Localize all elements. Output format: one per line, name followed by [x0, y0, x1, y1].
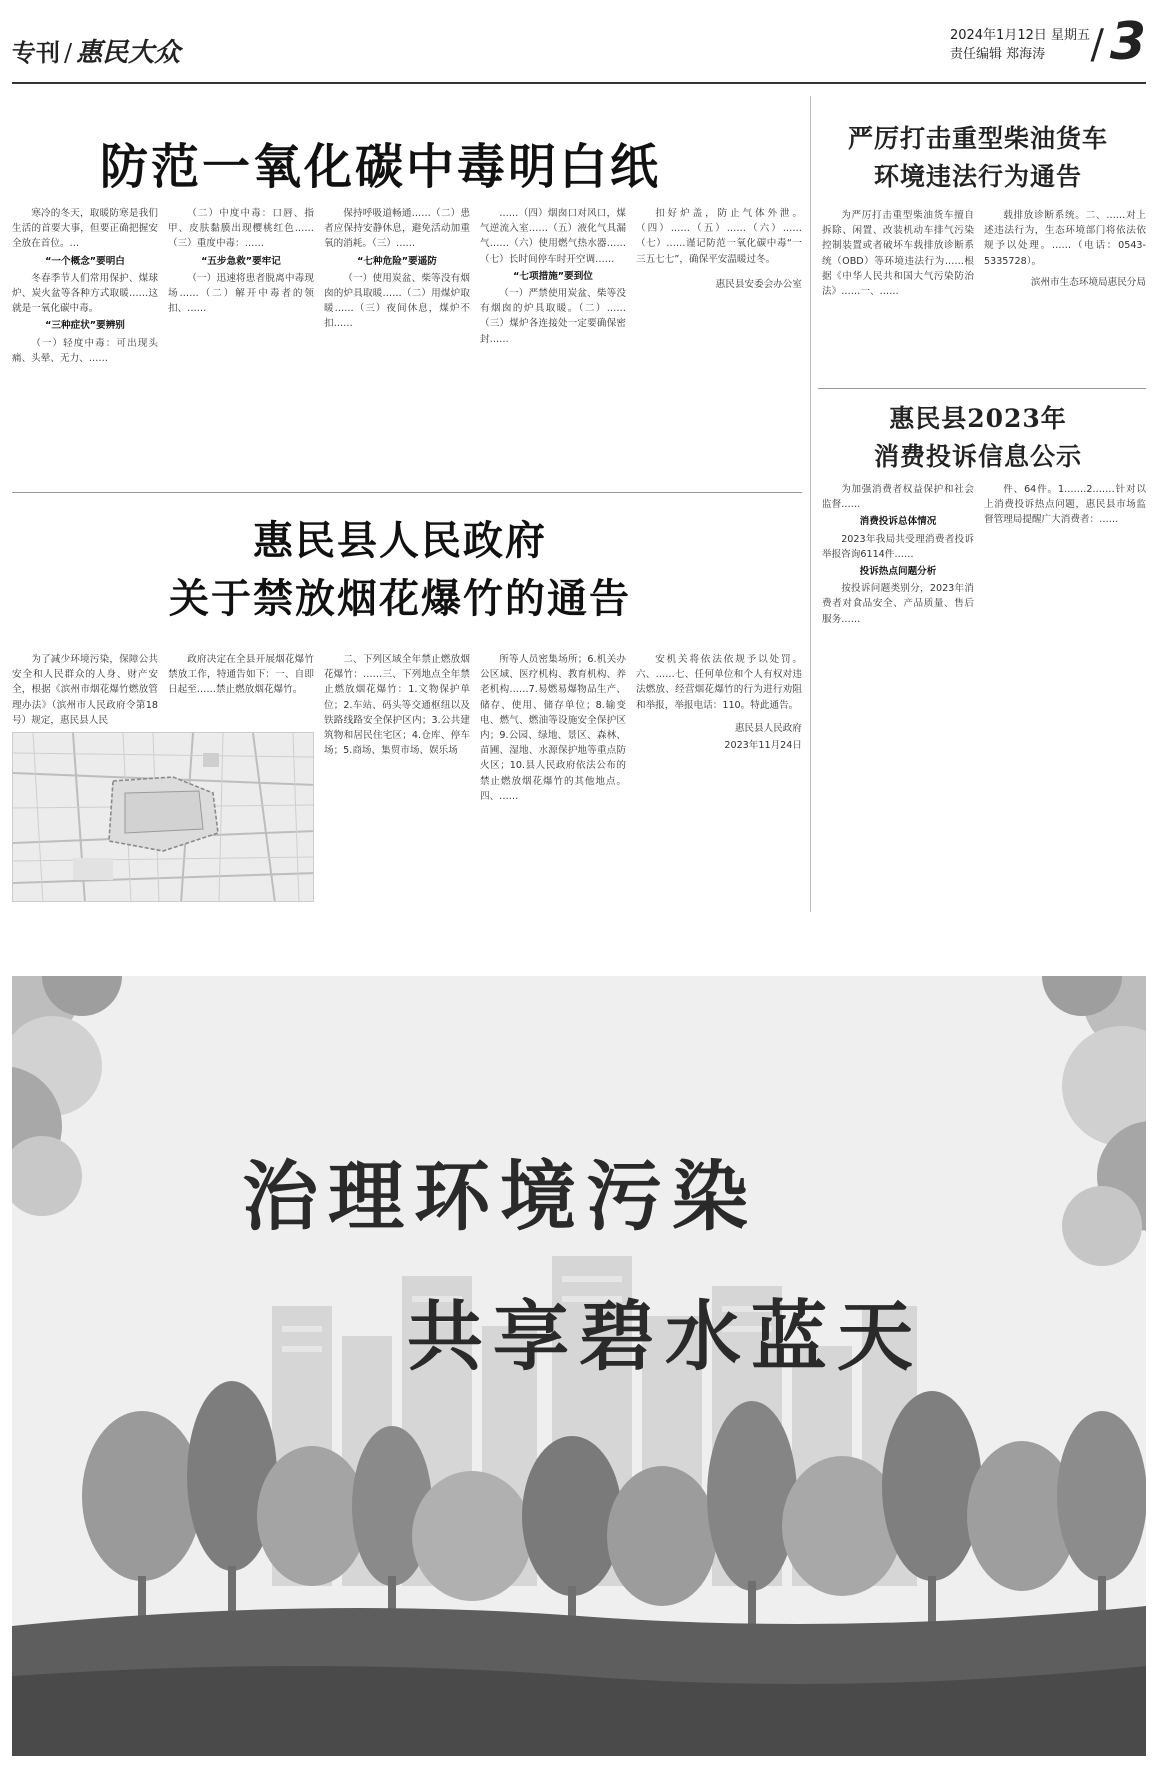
masthead — [12, 12, 1146, 78]
co-col2b-text: （一）迅速将患者脱离中毒现场……（二）解开中毒者的领扣、…… — [168, 272, 314, 315]
co-subhead-concept: “一个概念”要明白 — [45, 255, 125, 267]
co-col3b-text: （一）使用炭盆、柴等没有烟囱的炉具取暖……（二）用煤炉取暖……（三）夜间休息，煤炉不扣…… — [324, 272, 470, 330]
consumer-col1-text: 为加强消费者权益保护和社会监督…… — [822, 484, 974, 511]
newspaper-logo: 惠民大众 — [76, 38, 181, 68]
consumer-headline-line2: 消费投诉信息公示 — [873, 442, 1082, 471]
co-col4b-text: （一）严禁使用炭盆、柴等没有烟囱的炉具取暖。（二）……（三）煤炉各连接处一定要确保密封…… — [480, 288, 626, 345]
fireworks-headline — [120, 512, 680, 628]
masthead-slash: / — [64, 39, 73, 67]
column-divider — [810, 96, 811, 912]
page-number: 3 — [1109, 12, 1146, 72]
consumer-subhead-overview: 消费投诉总体情况 — [859, 516, 937, 528]
masthead-left — [12, 32, 180, 69]
co-signature: 惠民县安委会办公室 — [715, 278, 802, 290]
fireworks-col5-text: 安机关将依法依规予以处罚。六、……七、任何单位和个人有权对违法燃放、经营烟花爆竹的行为进行劝阻和举报，举报电话：110。特此通告。 — [636, 654, 802, 711]
consumer-col1b-text: 2023年我局共受理消费者投诉举报咨询6114件…… — [822, 533, 974, 560]
co-subhead-measures: “七项措施”要到位 — [513, 270, 593, 282]
co-article-col-1 — [12, 206, 158, 484]
fireworks-sign-date: 2023年11月24日 — [724, 740, 802, 752]
diesel-signature: 滨州市生态环境局惠民分局 — [1030, 276, 1146, 288]
fireworks-col1-text: 为了减少环境污染，保障公共安全和人民群众的人身、财产安全，根据《滨州市烟花爆竹燃放管理办法》（滨州市人民政府令第18号）规定，惠民县人民 — [12, 654, 158, 726]
co-col3-text: 保持呼吸道畅通……（二）患者应保持安静休息，避免活动加重氧的消耗。（三）…… — [324, 208, 470, 250]
fireworks-col-2 — [168, 652, 314, 730]
co-col5-text: 扣好炉盖，防止气体外泄。（四）……（五）……（六）……（七）……谨记防范一氧化碳中毒“一三五七七”，确保平安温暖过冬。 — [636, 208, 802, 265]
co-subhead-firstaid: “五步急救”要牢记 — [201, 255, 281, 267]
co-subhead-symptoms: “三种症状”要辨别 — [45, 320, 125, 332]
consumer-headline — [818, 400, 1138, 476]
fireworks-col-5 — [636, 652, 802, 910]
co-article-col-2 — [168, 206, 314, 484]
fireworks-col-4 — [480, 652, 626, 910]
fireworks-col-1 — [12, 652, 158, 730]
section-label: 专刊 — [12, 38, 60, 67]
environment-banner — [12, 976, 1146, 1756]
co-subhead-dangers: “七种危险”要遥防 — [357, 255, 437, 267]
prohibited-area-map — [12, 732, 314, 902]
co-article-col-4 — [480, 206, 626, 484]
fireworks-col2-text: 政府决定在全县开展烟花爆竹禁放工作，特通告如下：一、自即日起至……禁止燃放烟花爆竹。 — [168, 654, 314, 696]
diesel-col1-text: 为严厉打击重型柴油货车擅自拆除、闲置、改装机动车排气污染控制装置或者破坏车载排放诊断系统（OBD）等环境违法行为……根据《中华人民共和国大气污染防治法》……一、…… — [822, 210, 974, 298]
co-col1c-text: （一）轻度中毒：可出现头痛、头晕、无力、…… — [12, 337, 158, 364]
diesel-headline-line1: 严厉打击重型柴油货车 — [847, 124, 1108, 153]
diesel-divider — [818, 388, 1146, 389]
fireworks-signature: 惠民县人民政府 — [734, 722, 802, 734]
consumer-col-1 — [822, 482, 974, 910]
consumer-subhead-hotspots: 投诉热点问题分析 — [859, 566, 937, 578]
fireworks-col4-text: 所等人员密集场所；6.机关办公区域、医疗机构、教育机构、养老机构……7.易燃易爆物品生产、储存、使用、储存单位；8.输变电、燃气、燃油等设施安全保护区内；9.公园、绿地、景区、森林、苗圃、湿地、水源保护地等重点防火区；10.县人民政府依法公布的禁止燃放烟花爆竹的其他地点。四、…… — [480, 654, 626, 802]
ground-highlight — [12, 1666, 1146, 1756]
fireworks-headline-line1: 惠民县人民政府 — [253, 517, 547, 564]
banner-slogan-line2: 共享碧水蓝天 — [407, 1292, 923, 1381]
consumer-col1c-text: 按投诉问题类别分，2023年消费者对食品安全、产品质量、售后服务…… — [822, 583, 974, 625]
consumer-col2-text: 件、64件。1.……2.……针对以上消费投诉热点问题，惠民县市场监督管理局提醒广大消费者：…… — [984, 484, 1146, 526]
co-article-col-5 — [636, 206, 802, 484]
issue-editor: 责任编辑 郑海涛 — [949, 47, 1046, 62]
page-slash: / — [1090, 22, 1104, 68]
issue-date: 2024年1月12日 星期五 — [949, 28, 1090, 43]
map-illustration — [13, 733, 314, 902]
diesel-col2-text: 载排放诊断系统。二、……对上述违法行为，生态环境部门将依法依规予以处理。……（电话：0543-5335728）。 — [984, 210, 1146, 267]
co-col2-text: （二）中度中毒：口唇、指甲、皮肤黏膜出现樱桃红色……（三）重度中毒：…… — [168, 208, 314, 250]
fireworks-col-3 — [324, 652, 470, 910]
co-article-headline: 防范一氧化碳中毒明白纸 — [100, 139, 662, 195]
consumer-col-2 — [984, 482, 1146, 910]
issue-info — [950, 26, 1090, 64]
co-col1-text: 寒冷的冬天，取暖防寒是我们生活的首要大事，但要正确把握安全放在首位。… — [12, 208, 158, 250]
fireworks-col3-text: 二、下列区域全年禁止燃放烟花爆竹：……三、下列地点全年禁止燃放烟花爆竹：1.文物保护单位；2.车站、码头等交通枢纽以及铁路线路安全保护区内；3.公共建筑物和居民住宅区；4.仓库、停车场；5.商场、集贸市场、娱乐场 — [324, 654, 470, 757]
diesel-headline-line2: 环境违法行为通告 — [873, 162, 1082, 191]
co-article-col-3 — [324, 206, 470, 484]
fireworks-headline-line2: 关于禁放烟花爆竹的通告 — [169, 575, 631, 622]
banner-slogan-line1: 治理环境污染 — [242, 1152, 758, 1241]
section-divider — [12, 492, 802, 493]
co-col1b-text: 冬春季节人们常用保护、煤球炉、炭火盆等各种方式取暖……这就是一氧化碳中毒。 — [12, 272, 158, 315]
consumer-headline-line1: 惠民县2023年 — [889, 404, 1067, 433]
co-col4-text: ……（四）烟囱口对风口，煤气逆流入室……（五）液化气具漏气……（六）使用燃气热水器……（七）长时间停车时开空调…… — [480, 208, 626, 265]
diesel-col-1 — [822, 208, 974, 384]
diesel-headline — [818, 120, 1138, 196]
diesel-col-2 — [984, 208, 1146, 384]
masthead-rule — [12, 82, 1146, 84]
